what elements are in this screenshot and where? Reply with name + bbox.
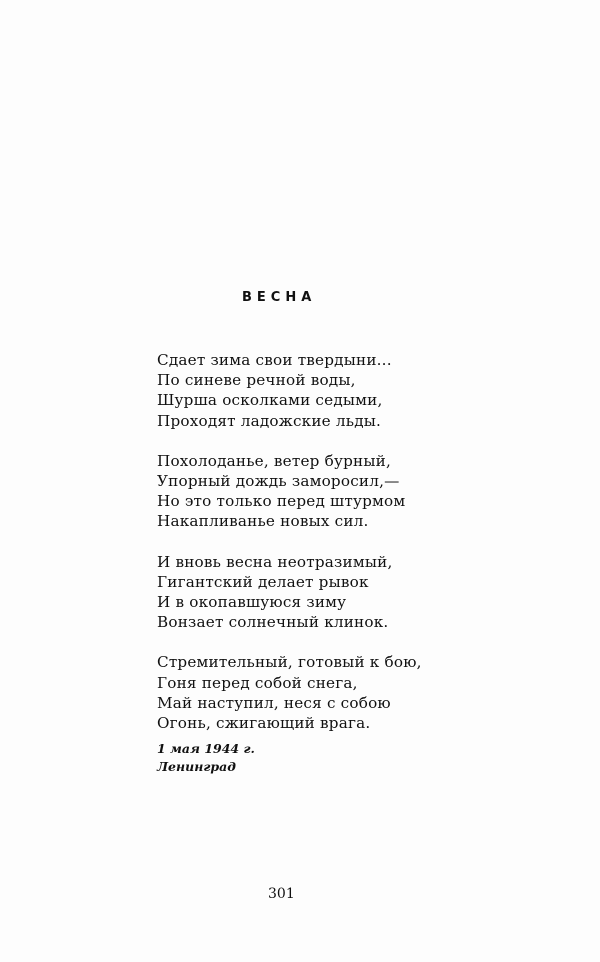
signature-date: 1 мая 1944 г. <box>157 741 255 756</box>
poem-title: ВЕСНА <box>242 290 317 305</box>
poem-line: Шурша осколками седыми, <box>157 391 383 410</box>
poem-line: Гигантский делает рывок <box>157 572 369 591</box>
poem-line: Огонь, сжигающий врага. <box>157 714 371 733</box>
stanza-2 <box>157 451 422 532</box>
poem-line: Сдает зима свои твердыни... <box>157 351 392 369</box>
poem-line: Накапливанье новых сил. <box>157 512 369 531</box>
poem-line: Вонзает солнечный клинок. <box>157 613 389 632</box>
poem-line: Похолоданье, ветер бурный, <box>157 451 391 470</box>
poem-line: Май наступил, неся с собою <box>157 693 391 712</box>
poem-line: И в окопавшуюся зиму <box>157 593 347 612</box>
poem-line: По синеве речной воды, <box>157 371 356 390</box>
poem-line: И вновь весна неотразимый, <box>157 552 393 571</box>
stanza-1 <box>157 350 422 431</box>
stanza-4 <box>157 652 422 733</box>
poem-line: Но это только перед штурмом <box>157 492 406 511</box>
poem-line: Гоня перед собой снега, <box>157 673 358 692</box>
signature-place: Ленинград <box>157 759 236 774</box>
poem-body <box>157 350 422 753</box>
poem-line: Стремительный, готовый к бою, <box>157 653 422 672</box>
stanza-3 <box>157 552 422 633</box>
poem-line: Проходят ладожские льды. <box>157 411 382 430</box>
poem-line: Упорный дождь заморосил,— <box>157 472 400 491</box>
page-number: 301 <box>268 886 295 902</box>
signature <box>157 740 255 776</box>
